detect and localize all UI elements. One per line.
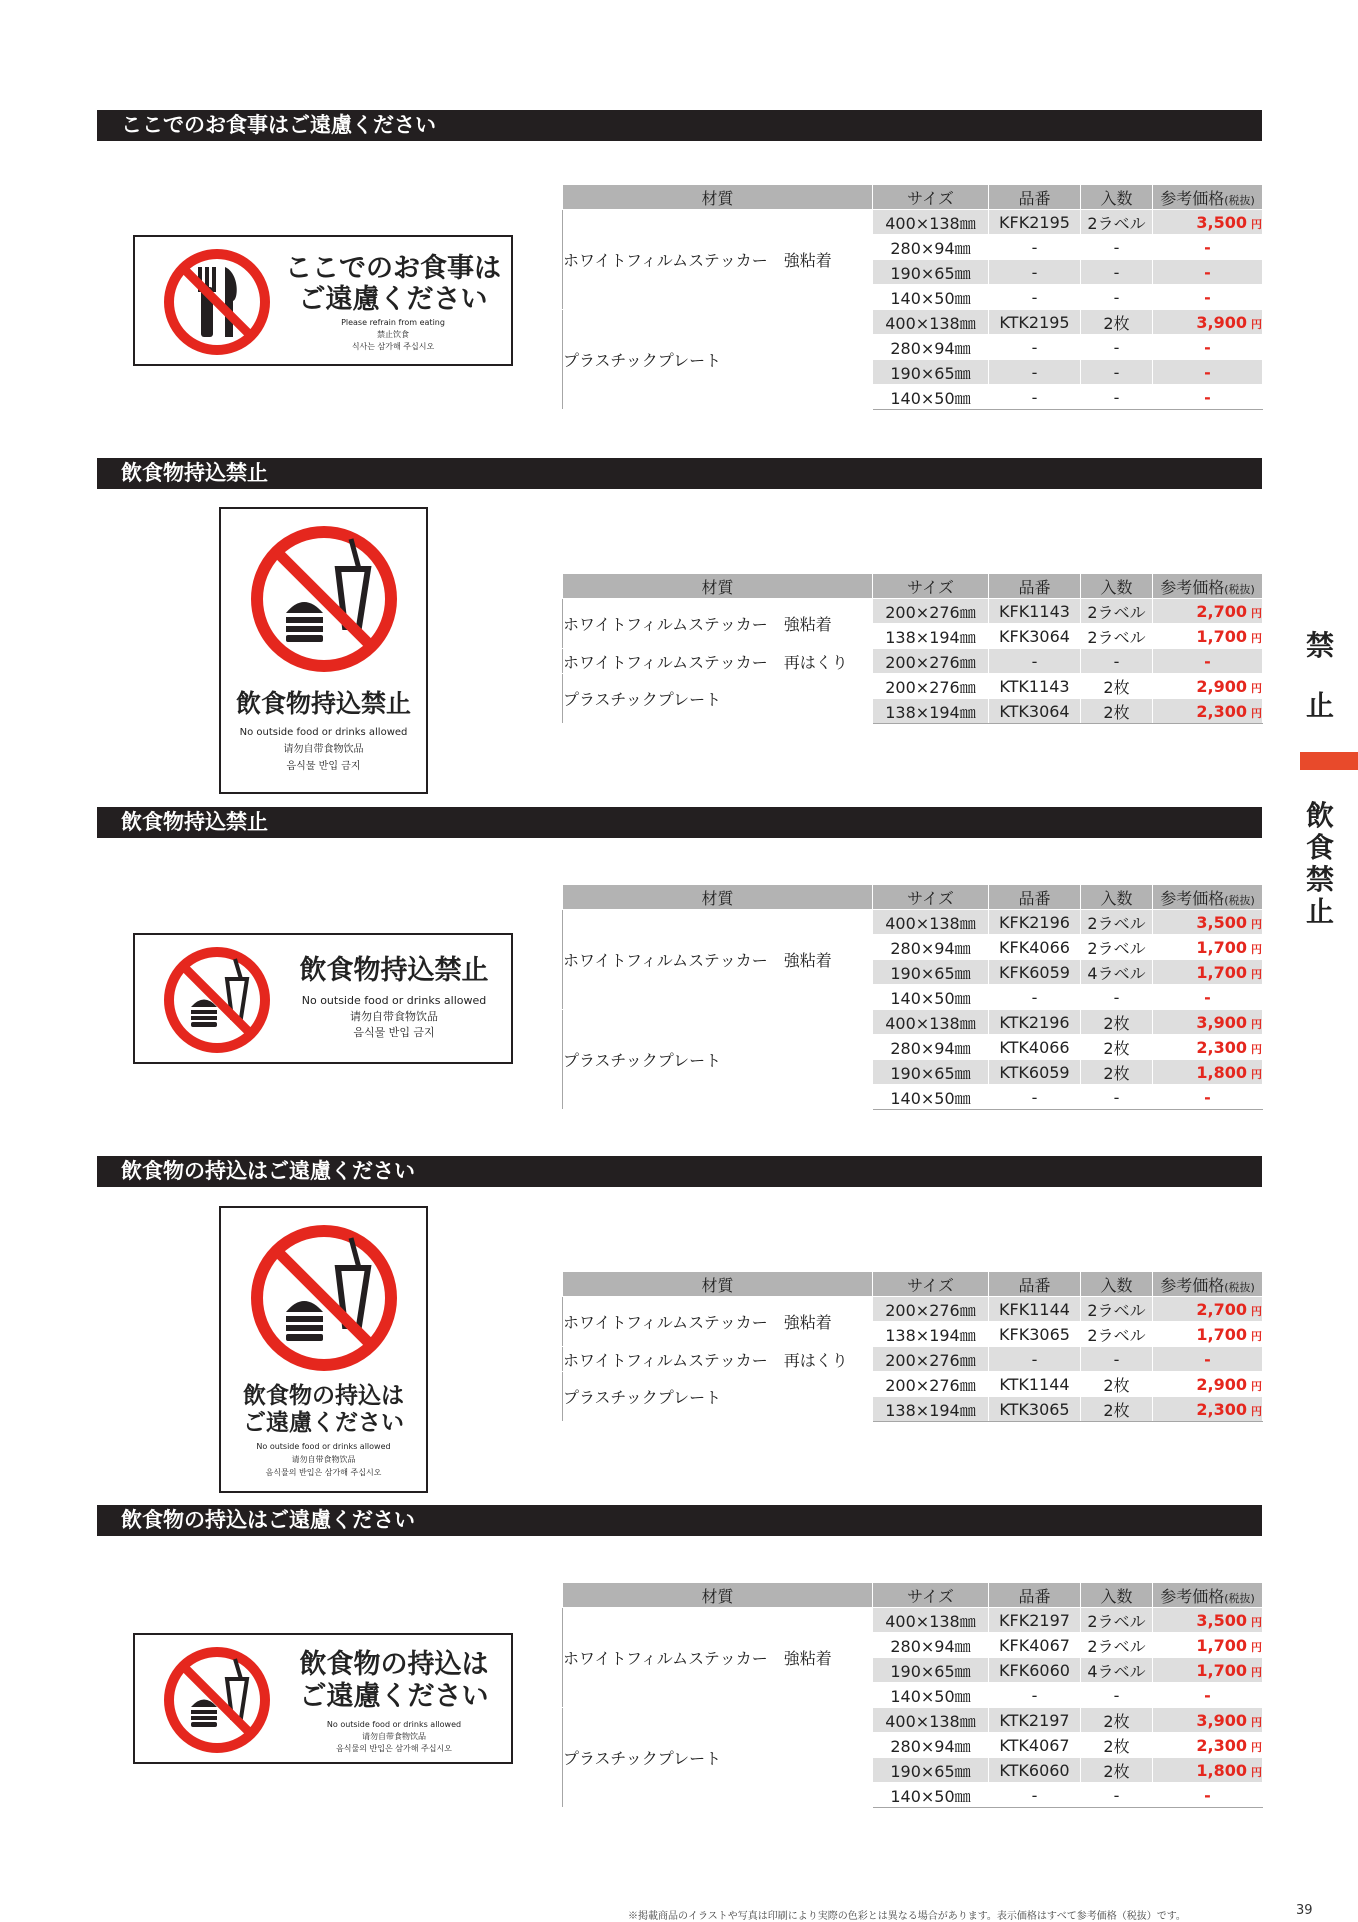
qty-cell: - [1081,649,1153,674]
qty-cell: 2枚 [1081,1010,1153,1035]
spec-table [562,184,1263,410]
price-cell: - [1153,285,1263,310]
price-cell: 2,300 円 [1153,1397,1263,1422]
code-cell: KFK3064 [989,624,1081,649]
material-cell: ホワイトフィルムステッカー 強粘着 [563,1297,873,1347]
size-cell: 200×276㎜ [873,1297,989,1322]
size-cell: 280×94㎜ [873,1633,989,1658]
qty-cell: 4ラベル [1081,1658,1153,1683]
yen-unit: 円 [1251,681,1262,695]
code-cell: - [989,1783,1081,1808]
price-cell: - [1153,1347,1263,1372]
table-row [563,1347,1263,1372]
material-header: 材質 [563,885,873,910]
sign-image [133,1633,513,1764]
size-cell: 280×94㎜ [873,935,989,960]
price-cell: 3,500 円 [1153,910,1263,935]
table-header-row [563,574,1263,599]
size-cell: 400×138㎜ [873,1708,989,1733]
qty-cell: 2ラベル [1081,935,1153,960]
price-cell: 3,900 円 [1153,1708,1263,1733]
table-row [563,649,1263,674]
code-header: 品番 [989,185,1081,210]
price-header: 参考価格(税抜) [1153,1272,1263,1297]
code-cell: KFK2197 [989,1608,1081,1633]
code-cell: KTK6059 [989,1060,1081,1085]
price-cell: - [1153,1783,1263,1808]
size-cell: 190×65㎜ [873,1658,989,1683]
code-cell: - [989,649,1081,674]
table-row [563,674,1263,699]
price-header-note: (税抜) [1224,193,1255,207]
sign-sub-text: No outside food or drinks allowed 请勿自带食物饮品 음식물의 반입은 삼가해 주십시오 [256,1442,391,1477]
table-header-row [563,185,1263,210]
material-cell: プラスチックプレート [563,674,873,724]
qty-cell: - [1081,1347,1153,1372]
sign-image [219,1206,428,1493]
size-cell: 140×50㎜ [873,985,989,1010]
code-cell: KFK3065 [989,1322,1081,1347]
material-cell: ホワイトフィルムステッカー 再はくり [563,1347,873,1372]
spec-table [562,1271,1263,1422]
code-cell: KTK4067 [989,1733,1081,1758]
size-cell: 138×194㎜ [873,1322,989,1347]
qty-cell: 2枚 [1081,1733,1153,1758]
qty-cell: - [1081,1085,1153,1110]
yen-unit: 円 [1251,1715,1262,1729]
price-cell: 1,700 円 [1153,1322,1263,1347]
material-cell: ホワイトフィルムステッカー 強粘着 [563,599,873,649]
code-cell: KFK6059 [989,960,1081,985]
price-cell: - [1153,260,1263,285]
qty-cell: - [1081,1783,1153,1808]
code-cell: KTK2195 [989,310,1081,335]
size-cell: 138×194㎜ [873,624,989,649]
yen-unit: 円 [1251,1379,1262,1393]
no-food-drink-icon [221,509,426,679]
table-row [563,1708,1263,1733]
code-cell: KTK1144 [989,1372,1081,1397]
size-cell: 280×94㎜ [873,1733,989,1758]
qty-cell: 2ラベル [1081,210,1153,235]
table-header-row [563,1272,1263,1297]
code-cell: KFK2195 [989,210,1081,235]
price-cell: 3,500 円 [1153,1608,1263,1633]
size-cell: 190×65㎜ [873,1758,989,1783]
code-cell: KTK3065 [989,1397,1081,1422]
price-header: 参考価格(税抜) [1153,885,1263,910]
code-cell: - [989,360,1081,385]
code-cell: - [989,235,1081,260]
yen-unit: 円 [1251,1765,1262,1779]
qty-cell: 2枚 [1081,310,1153,335]
side-tab-accent [1300,752,1358,770]
size-cell: 138×194㎜ [873,699,989,724]
size-cell: 190×65㎜ [873,360,989,385]
code-header: 品番 [989,1583,1081,1608]
price-cell: 1,700 円 [1153,960,1263,985]
section-title-bar: 飲食物持込禁止 [97,807,1262,838]
price-header: 参考価格(税抜) [1153,185,1263,210]
side-tab-bottom: 飲 食 禁 止 [1305,799,1334,928]
qty-cell: 2枚 [1081,1708,1153,1733]
sign-image [219,507,428,794]
yen-unit: 円 [1251,1615,1262,1629]
material-cell: プラスチックプレート [563,1708,873,1808]
no-food-drink-icon [135,1635,275,1766]
size-cell: 140×50㎜ [873,285,989,310]
qty-cell: 2ラベル [1081,910,1153,935]
size-cell: 190×65㎜ [873,260,989,285]
price-cell: - [1153,235,1263,260]
price-cell: 1,700 円 [1153,1633,1263,1658]
table-row [563,910,1263,935]
code-cell: KTK3064 [989,699,1081,724]
price-cell: 2,300 円 [1153,1035,1263,1060]
qty-cell: 2ラベル [1081,1608,1153,1633]
size-cell: 280×94㎜ [873,1035,989,1060]
code-cell: KTK2196 [989,1010,1081,1035]
size-cell: 200×276㎜ [873,1372,989,1397]
size-header: サイズ [873,885,989,910]
section-title-bar: 飲食物の持込はご遠慮ください [97,1505,1262,1536]
code-cell: - [989,385,1081,410]
material-cell: プラスチックプレート [563,1372,873,1422]
material-cell: プラスチックプレート [563,310,873,410]
code-cell: KFK2196 [989,910,1081,935]
sign-main-text: 飲食物持込禁止 [235,689,411,718]
yen-unit: 円 [1251,1404,1262,1418]
code-cell: KFK4066 [989,935,1081,960]
qty-header: 入数 [1081,574,1153,599]
price-cell: - [1153,1085,1263,1110]
size-cell: 400×138㎜ [873,1608,989,1633]
material-cell: ホワイトフィルムステッカー 強粘着 [563,910,873,1010]
price-header-note: (税抜) [1224,1591,1255,1605]
yen-unit: 円 [1251,1640,1262,1654]
price-header-note: (税抜) [1224,893,1255,907]
qty-header: 入数 [1081,885,1153,910]
yen-unit: 円 [1251,1042,1262,1056]
yen-unit: 円 [1251,706,1262,720]
size-cell: 140×50㎜ [873,1085,989,1110]
sign-sub-text: No outside food or drinks allowed 请勿自带食物饮品 음식물의 반입은 삼가해 주십시오 [326,1720,462,1753]
yen-unit: 円 [1251,1740,1262,1754]
code-cell: - [989,1683,1081,1708]
qty-cell: - [1081,1683,1153,1708]
material-header: 材質 [563,1272,873,1297]
price-header-note: (税抜) [1224,582,1255,596]
yen-unit: 円 [1251,917,1262,931]
material-header: 材質 [563,1583,873,1608]
yen-unit: 円 [1251,1329,1262,1343]
qty-cell: - [1081,360,1153,385]
code-cell: KTK6060 [989,1758,1081,1783]
price-cell: 2,900 円 [1153,674,1263,699]
spec-table [562,1582,1263,1808]
code-cell: - [989,985,1081,1010]
sign-main-text: 飲食物の持込は ご遠慮ください [299,1649,489,1712]
material-cell: ホワイトフィルムステッカー 強粘着 [563,210,873,310]
qty-cell: 4ラベル [1081,960,1153,985]
qty-cell: 2ラベル [1081,1297,1153,1322]
qty-cell: 2枚 [1081,674,1153,699]
qty-cell: 2枚 [1081,1372,1153,1397]
price-cell: - [1153,385,1263,410]
section-title-bar: 飲食物の持込はご遠慮ください [97,1156,1262,1187]
page-number: 39 [1296,1903,1313,1918]
table-row [563,1608,1263,1633]
size-cell: 190×65㎜ [873,1060,989,1085]
price-cell: 1,700 円 [1153,624,1263,649]
size-cell: 200×276㎜ [873,599,989,624]
size-cell: 140×50㎜ [873,1683,989,1708]
qty-cell: 2枚 [1081,1035,1153,1060]
size-header: サイズ [873,1583,989,1608]
size-cell: 400×138㎜ [873,1010,989,1035]
material-cell: プラスチックプレート [563,1010,873,1110]
code-cell: - [989,1347,1081,1372]
size-cell: 190×65㎜ [873,960,989,985]
code-header: 品番 [989,885,1081,910]
qty-cell: 2ラベル [1081,599,1153,624]
code-cell: - [989,285,1081,310]
material-cell: ホワイトフィルムステッカー 再はくり [563,649,873,674]
qty-cell: 2枚 [1081,1397,1153,1422]
price-cell: - [1153,649,1263,674]
size-cell: 400×138㎜ [873,910,989,935]
code-cell: KTK4066 [989,1035,1081,1060]
qty-cell: 2枚 [1081,1060,1153,1085]
sign-sub-text: Please refrain from eating 禁止饮食 식사는 삼가해 주십시오 [341,318,445,351]
price-cell: 3,500 円 [1153,210,1263,235]
qty-cell: 2ラベル [1081,624,1153,649]
yen-unit: 円 [1251,967,1262,981]
size-cell: 400×138㎜ [873,210,989,235]
qty-header: 入数 [1081,185,1153,210]
price-header: 参考価格(税抜) [1153,1583,1263,1608]
qty-cell: 2ラベル [1081,1322,1153,1347]
size-cell: 200×276㎜ [873,649,989,674]
qty-cell: - [1081,385,1153,410]
side-tab-top: 禁 止 [1305,629,1334,722]
size-cell: 280×94㎜ [873,235,989,260]
qty-cell: 2枚 [1081,1758,1153,1783]
code-cell: KFK1143 [989,599,1081,624]
table-row [563,1010,1263,1035]
price-cell: 3,900 円 [1153,310,1263,335]
code-header: 品番 [989,1272,1081,1297]
code-cell: - [989,260,1081,285]
qty-header: 入数 [1081,1272,1153,1297]
price-cell: 1,800 円 [1153,1060,1263,1085]
price-cell: 2,700 円 [1153,1297,1263,1322]
price-cell: 1,800 円 [1153,1758,1263,1783]
yen-unit: 円 [1251,1017,1262,1031]
yen-unit: 円 [1251,942,1262,956]
qty-cell: - [1081,235,1153,260]
price-cell: 2,900 円 [1153,1372,1263,1397]
sign-image [133,933,513,1064]
qty-cell: 2ラベル [1081,1633,1153,1658]
qty-cell: - [1081,260,1153,285]
qty-cell: - [1081,285,1153,310]
no-eating-icon [135,237,275,368]
size-header: サイズ [873,185,989,210]
section-title-bar: 飲食物持込禁止 [97,458,1262,489]
price-cell: 2,700 円 [1153,599,1263,624]
sign-main-text: 飲食物持込禁止 [299,955,489,986]
table-row [563,210,1263,235]
table-row [563,1372,1263,1397]
size-cell: 200×276㎜ [873,674,989,699]
yen-unit: 円 [1251,1067,1262,1081]
size-header: サイズ [873,574,989,599]
material-header: 材質 [563,185,873,210]
code-cell: - [989,335,1081,360]
price-cell: 2,300 円 [1153,699,1263,724]
code-cell: KTK2197 [989,1708,1081,1733]
table-row [563,1297,1263,1322]
price-header: 参考価格(税抜) [1153,574,1263,599]
qty-header: 入数 [1081,1583,1153,1608]
yen-unit: 円 [1251,317,1262,331]
table-row [563,310,1263,335]
sign-sub-text: No outside food or drinks allowed 请勿自带食物饮品 음식물 반입 금지 [239,727,408,772]
sign-image [133,235,513,366]
sign-sub-text: No outside food or drinks allowed 请勿自带食物饮品 음식물 반입 금지 [301,994,487,1039]
yen-unit: 円 [1251,217,1262,231]
price-cell: 1,700 円 [1153,1658,1263,1683]
code-cell: KFK6060 [989,1658,1081,1683]
price-header-note: (税抜) [1224,1280,1255,1294]
section-title-bar: ここでのお食事はご遠慮ください [97,110,1262,141]
size-cell: 140×50㎜ [873,385,989,410]
yen-unit: 円 [1251,1665,1262,1679]
size-header: サイズ [873,1272,989,1297]
price-cell: 1,700 円 [1153,935,1263,960]
price-cell: 3,900 円 [1153,1010,1263,1035]
yen-unit: 円 [1251,1304,1262,1318]
table-header-row [563,885,1263,910]
table-header-row [563,1583,1263,1608]
code-cell: KFK1144 [989,1297,1081,1322]
sign-main-text: 飲食物の持込は ご遠慮ください [243,1383,404,1436]
code-header: 品番 [989,574,1081,599]
price-cell: - [1153,335,1263,360]
material-cell: ホワイトフィルムステッカー 強粘着 [563,1608,873,1708]
price-cell: - [1153,1683,1263,1708]
size-cell: 400×138㎜ [873,310,989,335]
footer-note: ※掲載商品のイラストや写真は印刷により実際の色彩とは異なる場合があります。表示価格はすべて参考価格（税抜）です。 [628,1911,1186,1922]
yen-unit: 円 [1251,606,1262,620]
material-header: 材質 [563,574,873,599]
qty-cell: - [1081,985,1153,1010]
spec-table [562,884,1263,1110]
price-cell: - [1153,360,1263,385]
qty-cell: 2枚 [1081,699,1153,724]
spec-table [562,573,1263,724]
size-cell: 138×194㎜ [873,1397,989,1422]
sign-main-text: ここでのお食事は ご遠慮ください [285,253,501,315]
code-cell: KTK1143 [989,674,1081,699]
price-cell: - [1153,985,1263,1010]
code-cell: - [989,1085,1081,1110]
size-cell: 280×94㎜ [873,335,989,360]
no-food-drink-icon [221,1208,426,1378]
no-food-drink-icon [135,935,275,1066]
size-cell: 140×50㎜ [873,1783,989,1808]
qty-cell: - [1081,335,1153,360]
yen-unit: 円 [1251,631,1262,645]
code-cell: KFK4067 [989,1633,1081,1658]
size-cell: 200×276㎜ [873,1347,989,1372]
table-row [563,599,1263,624]
price-cell: 2,300 円 [1153,1733,1263,1758]
